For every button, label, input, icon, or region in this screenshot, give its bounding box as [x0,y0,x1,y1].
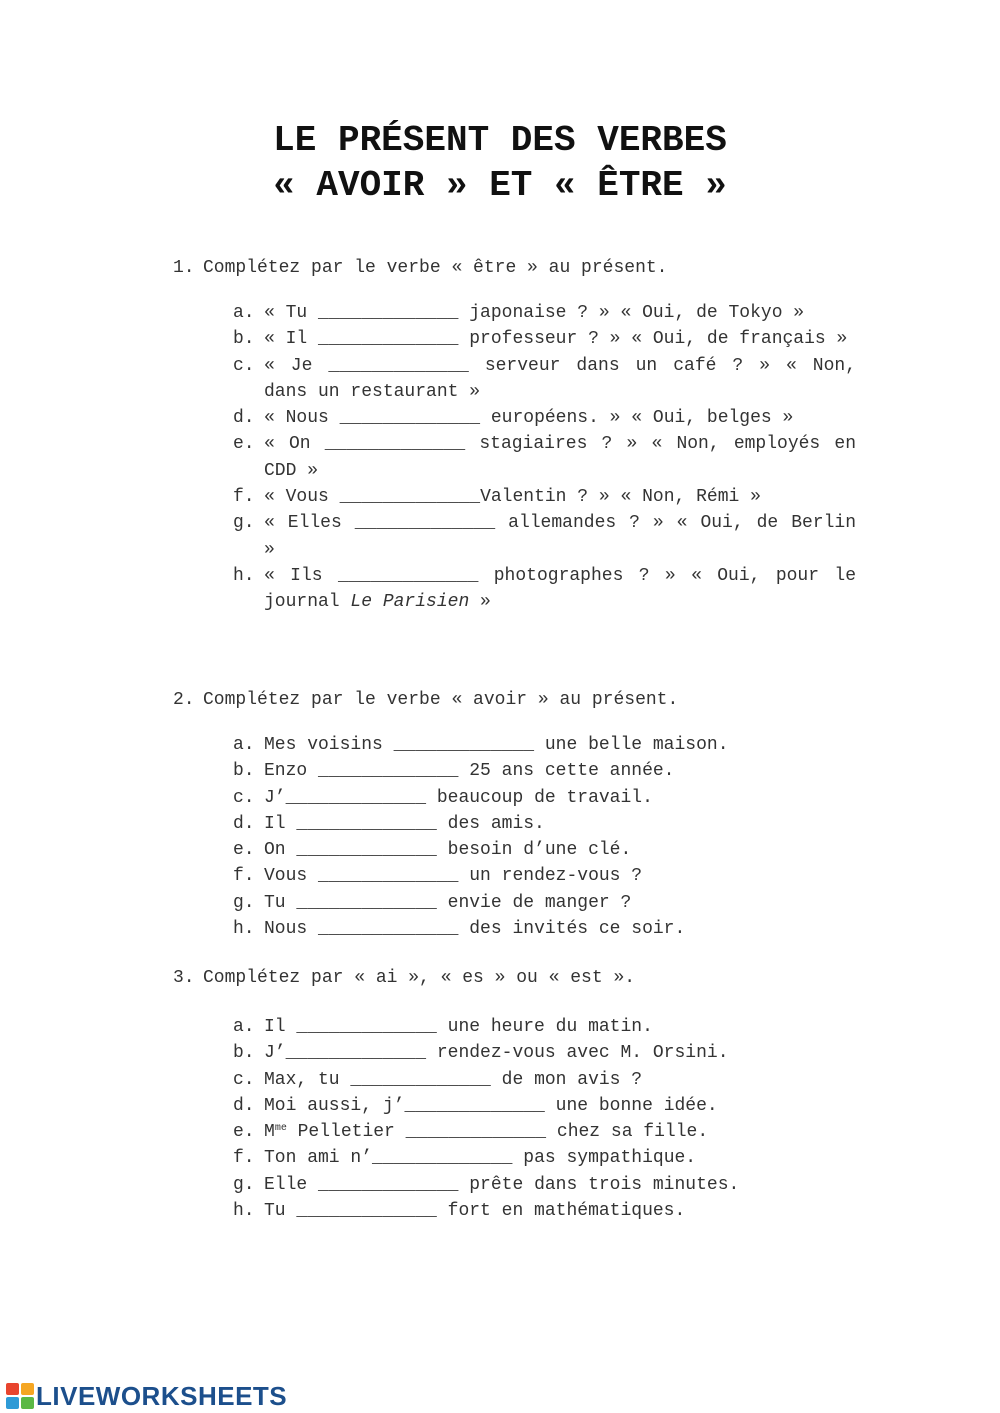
item-text-before: Ton ami n’ [264,1148,373,1169]
exercise-instruction: Complétez par le verbe « avoir » au présent. [203,690,679,710]
item-text-before: J’ [264,787,286,808]
item-text-before: Vous [264,866,319,887]
item-text-before: Nous [264,919,319,940]
list-item [233,405,856,431]
item-text-after: des invités ce soir. [458,919,686,940]
answer-blank[interactable]: _____________ [318,1174,459,1195]
item-text-before: J’ [264,1043,286,1064]
answer-blank[interactable]: _____________ [404,1095,545,1116]
item-text-after: Valentin ? » « Non, Rémi » [480,487,761,508]
item-text-after: beaucoup de travail. [426,787,653,808]
item-text-after: allemandes ? » « Oui, de Berlin » [264,513,856,560]
list-item [233,1067,856,1093]
item-letter: g. [233,513,255,534]
item-text-before: « Tu [264,303,319,323]
item-text-after: rendez-vous avec M. Orsini. [426,1043,729,1064]
item-text-before: Mes voisins [264,735,394,755]
item-text-after: une belle maison. [534,735,729,755]
item-letter: e. [233,1122,255,1143]
logo-tile-blue [6,1397,19,1409]
answer-blank[interactable]: _____________ [337,565,479,586]
item-text-before: Max, tu [264,1069,351,1090]
list-item [233,563,856,616]
answer-blank[interactable]: _____________ [350,1069,491,1090]
answer-blank[interactable]: _____________ [296,1017,437,1037]
exercise-2 [173,687,856,942]
item-text-after: photographes ? » « Oui, pour le journal [264,565,857,613]
answer-blank[interactable]: _____________ [285,1043,427,1064]
item-text-before: « Elles [264,513,355,534]
item-letter: d. [233,813,255,834]
list-item [233,1040,856,1066]
title-line-1: LE PRÉSENT DES VERBES [273,120,727,161]
list-item [233,326,856,352]
list-item [233,863,856,889]
item-letter: g. [233,892,255,913]
logo-tile-green [21,1397,34,1409]
item-letter: a. [233,735,255,755]
list-item [233,1093,856,1119]
answer-blank[interactable]: _____________ [324,434,466,455]
item-text-before: On [264,840,297,861]
list-item [233,1172,856,1198]
item-text-after: fort en mathématiques. [436,1201,686,1222]
item-text-after: une bonne idée. [544,1095,718,1116]
exercise-1 [173,255,856,616]
newspaper-name: Le Parisien [350,592,470,613]
list-item [233,890,856,916]
item-text-after: besoin d’une clé. [436,840,632,861]
item-text-after: un rendez-vous ? [458,866,643,887]
item-text-after: chez sa fille. [546,1122,709,1143]
answer-blank[interactable]: _____________ [296,1201,437,1222]
answer-blank[interactable]: _____________ [318,761,459,782]
exercise-3-heading [173,965,856,991]
item-text-before: « Nous [264,408,340,429]
title-line-2: « AVOIR » ET « ÊTRE » [273,165,727,206]
item-text-after: de mon avis ? [490,1069,643,1090]
item-text-after: 25 ans cette année. [458,761,675,782]
item-text-before: « Il [264,329,319,350]
list-item [233,510,856,563]
item-text-before: Elle [264,1174,319,1195]
exercise-1-heading [173,255,856,281]
list-item [233,484,856,510]
liveworksheets-logo-icon [6,1383,34,1409]
answer-blank[interactable]: _____________ [328,355,469,376]
item-text-after: stagiaires ? » « Non, employés en CDD » [264,434,856,481]
item-letter: e. [233,840,255,861]
item-text-after: des amis. [436,813,545,834]
item-letter: h. [233,1201,255,1222]
list-item [233,916,856,942]
item-text-after: professeur ? » « Oui, de français » [458,329,848,350]
item-text-after: serveur dans un café ? » « Non, dans un restaurant » [264,355,856,402]
item-text-before: Il [264,813,297,834]
item-text-before: Enzo [264,761,319,782]
answer-blank[interactable]: _____________ [285,787,427,808]
exercise-2-items [233,732,856,942]
item-letter: d. [233,1095,255,1116]
liveworksheets-logo[interactable] [6,1381,287,1411]
item-text-before: « On [264,434,325,455]
item-text-after: japonaise ? » « Oui, de Tokyo » [458,303,805,323]
answer-blank[interactable]: _____________ [318,866,459,887]
item-text-before: Tu [264,892,297,913]
logo-tile-red [6,1383,19,1395]
answer-blank[interactable]: _____________ [318,329,459,350]
list-item [233,837,856,863]
list-item [233,758,856,784]
item-text-after: » [469,592,491,613]
exercise-3 [173,965,856,1224]
list-item [233,431,856,484]
item-text-before: Moi aussi, j’ [264,1095,405,1116]
answer-blank[interactable]: _____________ [339,408,481,429]
exercise-number: 2. [173,690,195,710]
item-text-after: une heure du matin. [436,1017,653,1037]
list-item [233,1014,856,1040]
item-letter: c. [233,355,255,376]
item-text-before: « Je [264,355,329,376]
exercise-instruction: Complétez par le verbe « être » au présent. [203,258,668,278]
exercise-number: 3. [173,968,195,988]
item-text-after: européens. » « Oui, belges » [480,408,794,429]
item-letter: c. [233,1069,255,1090]
list-item [233,811,856,837]
answer-blank[interactable]: _____________ [393,735,535,755]
answer-blank[interactable]: _____________ [339,487,481,508]
logo-tile-orange [21,1383,34,1395]
item-letter: f. [233,487,255,508]
exercise-1-items [233,300,856,616]
list-item [233,1145,856,1171]
item-letter: e. [233,434,255,455]
logo-text: LIVEWORKSHEETS [36,1380,288,1411]
item-text-before: « Ils [264,565,338,586]
item-letter: c. [233,787,255,808]
item-letter: a. [233,303,255,323]
list-item [233,300,856,326]
list-item [233,1119,856,1145]
list-item [233,732,856,758]
item-letter: a. [233,1017,255,1037]
item-letter: b. [233,761,255,782]
exercise-2-heading [173,687,856,713]
item-text-before: Il [264,1017,297,1037]
exercise-number: 1. [173,258,195,278]
answer-blank[interactable]: _____________ [405,1122,547,1143]
answer-blank[interactable]: _____________ [318,303,459,323]
title-abbreviation-superscript: me [274,1123,287,1135]
list-item [233,353,856,406]
item-letter: b. [233,1043,255,1064]
answer-blank[interactable]: _____________ [354,513,496,534]
item-text-after: prête dans trois minutes. [458,1174,740,1195]
answer-blank[interactable]: _____________ [296,840,437,861]
item-letter: h. [233,919,255,940]
answer-blank[interactable]: _____________ [296,892,437,913]
item-letter: f. [233,1148,255,1169]
item-letter: h. [233,565,255,586]
answer-blank[interactable]: _____________ [372,1148,513,1169]
item-letter: f. [233,866,255,887]
list-item [233,785,856,811]
item-letter: b. [233,329,255,350]
item-text-after: pas sympathique. [512,1148,697,1169]
item-text-before: M [264,1122,275,1143]
item-letter: d. [233,408,255,429]
item-text-before: Pelletier [286,1122,406,1143]
item-text-after: envie de manger ? [436,892,632,913]
item-letter: g. [233,1174,255,1195]
item-text-before: Tu [264,1201,297,1222]
item-text-before: « Vous [264,487,340,508]
answer-blank[interactable]: _____________ [296,813,437,834]
answer-blank[interactable]: _____________ [318,919,459,940]
list-item [233,1198,856,1224]
exercise-instruction: Complétez par « ai », « es » ou « est ». [203,968,636,988]
exercise-3-items [233,1014,856,1224]
worksheet-title [0,118,1000,208]
